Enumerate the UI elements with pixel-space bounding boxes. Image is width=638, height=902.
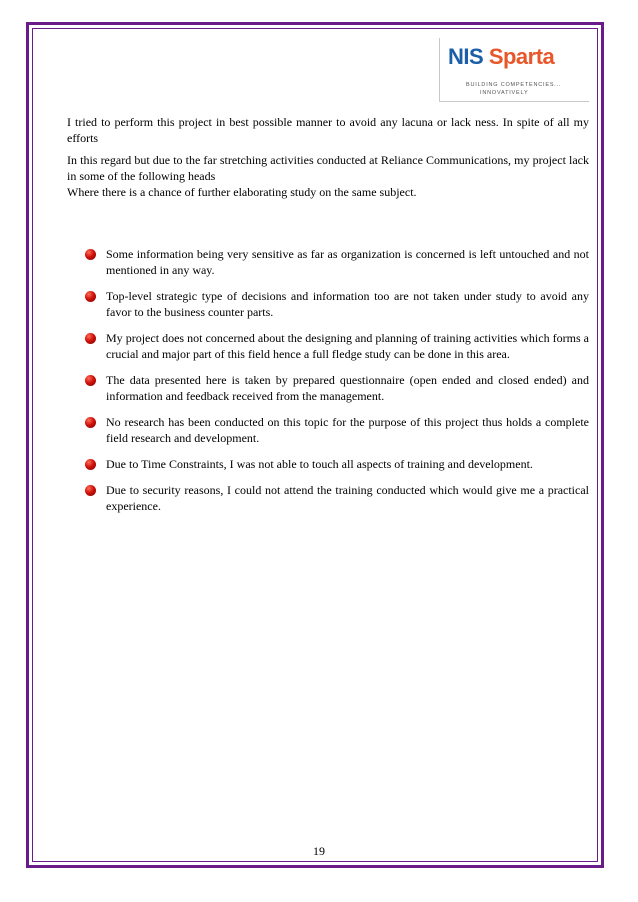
bullet-icon bbox=[85, 375, 96, 386]
list-item-text: Some information being very sensitive as far as organization is concerned is left untouched and not mentioned in any way. bbox=[106, 247, 589, 277]
intro-section bbox=[67, 114, 589, 200]
list-item bbox=[84, 482, 589, 514]
list-item bbox=[84, 456, 589, 472]
list-item-text: Due to Time Constraints, I was not able to touch all aspects of training and development. bbox=[106, 457, 533, 471]
list-item-text: Due to security reasons, I could not attend the training conducted which would give me a practical experience. bbox=[106, 483, 589, 513]
list-item-text: No research has been conducted on this topic for the purpose of this project thus holds a complete field research and development. bbox=[106, 415, 589, 445]
list-item bbox=[84, 330, 589, 362]
intro-paragraph-2: In this regard but due to the far stretching activities conducted at Reliance Communications, my project lack in some of the following heads bbox=[67, 153, 589, 183]
list-item bbox=[84, 372, 589, 404]
bullet-icon bbox=[85, 485, 96, 496]
bullet-icon bbox=[85, 291, 96, 302]
bullet-icon bbox=[85, 249, 96, 260]
logo-tagline-1: BUILDING COMPETENCIES... bbox=[466, 82, 562, 88]
list-item-text: Top-level strategic type of decisions and information too are not taken under study to avoid any favor to the business counter parts. bbox=[106, 289, 589, 319]
logo-tagline-2: INNOVATIVELY bbox=[480, 90, 529, 96]
list-item-text: My project does not concerned about the designing and planning of training activities which forms a crucial and major part of this field hence a full fledge study can be done in this area. bbox=[106, 331, 589, 361]
limitations-list bbox=[84, 246, 589, 524]
logo-brand-sparta: Sparta bbox=[488, 44, 555, 69]
logo-brand-nis: NIS bbox=[448, 44, 484, 69]
intro-paragraph-3: Where there is a chance of further elaborating study on the same subject. bbox=[67, 185, 417, 199]
bullet-icon bbox=[85, 333, 96, 344]
bullet-icon bbox=[85, 459, 96, 470]
logo-title bbox=[448, 44, 554, 70]
nis-sparta-logo bbox=[439, 38, 589, 102]
list-item-text: The data presented here is taken by prepared questionnaire (open ended and closed ended) and information and feedback received from the management. bbox=[106, 373, 589, 403]
list-item bbox=[84, 246, 589, 278]
bullet-icon bbox=[85, 417, 96, 428]
list-item bbox=[84, 414, 589, 446]
page-number: 19 bbox=[313, 844, 325, 858]
intro-paragraph-1: I tried to perform this project in best possible manner to avoid any lacuna or lack ness. In spite of all my efforts bbox=[67, 115, 589, 145]
list-item bbox=[84, 288, 589, 320]
